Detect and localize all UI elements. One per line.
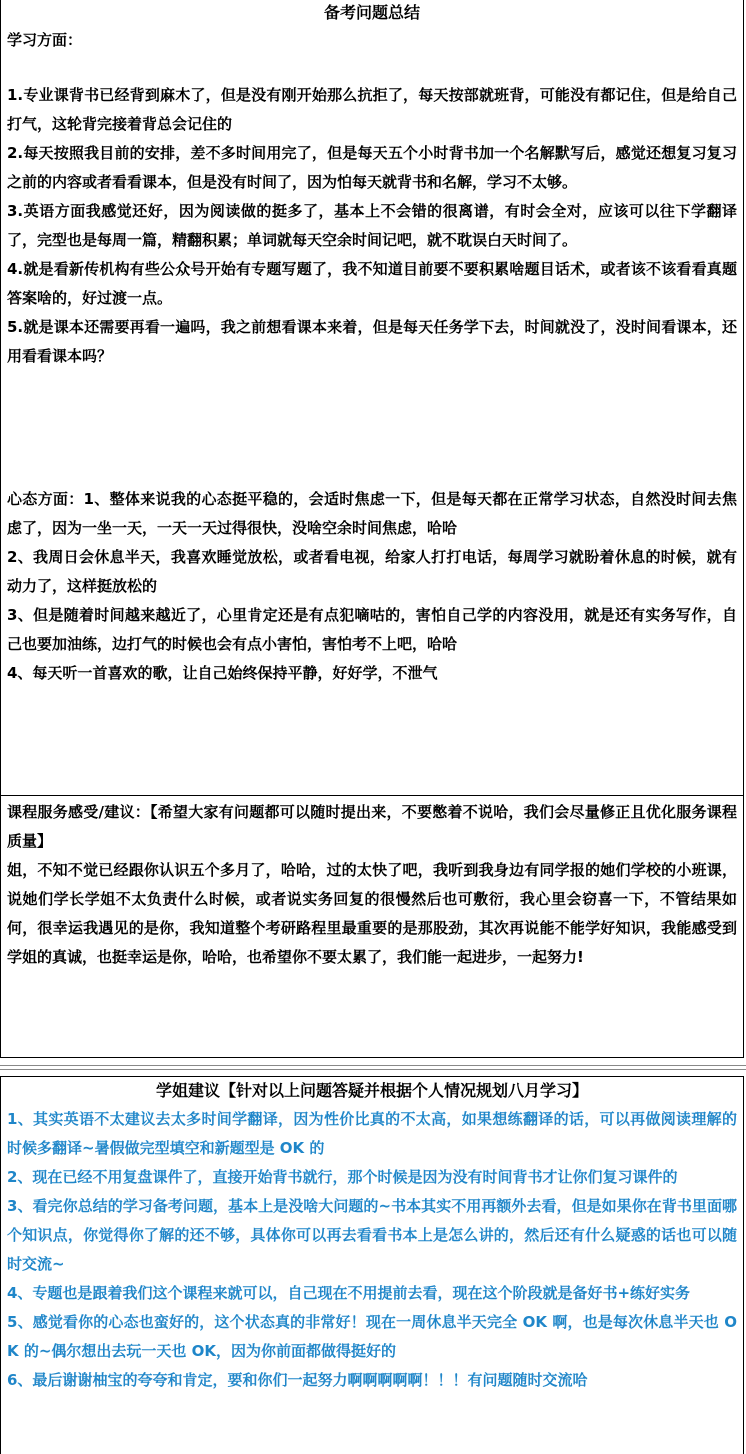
feedback-body: 姐，不知不觉已经跟你认识五个多月了，哈哈，过的太快了吧，我听到我身边有同学报的她们学校的小班课，说她们学长学姐不太负责什么时候，或者说实务回复的很慢然后也可敷衍，我心里会窃喜一下，不管结果如何，很幸运我遇见的是你，我知道整个考研路程里最重要的是那股劲，其次再说能不能学好知识，我能感受到学姐的真诚，也挺幸运是你，哈哈，也希望你不要太累了，我们能一起进步，一起努力!	[7, 861, 737, 966]
study-item: 4.就是看新传机构有些公众号开始有专题写题了，我不知道目前要不要积累啥题目话术，或者该不该看看真题答案啥的，好过渡一点。	[7, 260, 737, 307]
study-item: 2.每天按照我目前的安排，差不多时间用完了，但是每天五个小时背书加一个名解默写后，感觉还想复习复习之前的内容或者看看课本，但是没有时间了，因为怕每天就背书和名解，学习不太够。	[7, 144, 737, 191]
section-divider	[0, 1058, 746, 1076]
study-item: 3.英语方面我感觉还好，因为阅读做的挺多了，基本上不会错的很离谱，有时会全对，应该可以往下学翻译了，完型也是每周一篇，精翻积累；单词就每天空余时间记吧，就不耽误白天时间了。	[7, 202, 737, 249]
advice-item: 3、看完你总结的学习备考问题，基本上是没啥大问题的~书本其实不用再额外去看，但是如果你在背书里面哪个知识点，你觉得你了解的还不够，具体你可以再去看看书本上是怎么讲的，然后还有什么疑惑的话也可以随时交流~	[7, 1197, 737, 1273]
mindset-item: 2、我周日会休息半天，我喜欢睡觉放松，或者看电视，给家人打打电话，每周学习就盼着休息的时候，就有动力了，这样挺放松的	[7, 548, 737, 595]
senior-advice-section	[0, 1076, 744, 1454]
advice-item: 4、专题也是跟着我们这个课程来就可以，自己现在不用提前去看，现在这个阶段就是备好书+练好实务	[7, 1284, 691, 1302]
mindset-item: 4、每天听一首喜欢的歌，让自己始终保持平静，好好学，不泄气	[7, 664, 438, 682]
course-feedback-section	[0, 796, 744, 1058]
advice-item: 1、其实英语不太建议去太多时间学翻译，因为性价比真的不太高，如果想练翻译的话，可以再做阅读理解的时候多翻译~暑假做完型填空和新题型是 OK 的	[7, 1110, 737, 1157]
advice-heading: 学姐建议【针对以上问题答疑并根据个人情况规划八月学习】	[155, 1081, 588, 1100]
advice-item: 6、最后谢谢柚宝的夸夸和肯定，要和你们一起努力啊啊啊啊啊！！！有问题随时交流哈	[7, 1371, 588, 1389]
study-heading: 学习方面：	[7, 31, 83, 49]
document-title: 备考问题总结	[323, 3, 420, 22]
mindset-item: 心态方面：1、整体来说我的心态挺平稳的，会适时焦虑一下，但是每天都在正常学习状态，自然没时间去焦虑了，因为一坐一天，一天一天过得很快，没啥空余时间焦虑，哈哈	[7, 490, 737, 537]
study-item: 5.就是课本还需要再看一遍吗，我之前想看课本来着，但是每天任务学下去，时间就没了，没时间看课本，还用看看课本吗？	[7, 318, 737, 365]
mindset-item: 3、但是随着时间越来越近了，心里肯定还是有点犯嘀咕的，害怕自己学的内容没用，就是还有实务写作，自己也要加油练，边打气的时候也会有点小害怕，害怕考不上吧，哈哈	[7, 606, 737, 653]
feedback-heading: 课程服务感受/建议：【希望大家有问题都可以随时提出来，不要憋着不说哈，我们会尽量修正且优化服务课程质量】	[7, 803, 737, 850]
advice-item: 5、感觉看你的心态也蛮好的，这个状态真的非常好！现在一周休息半天完全 OK 啊，也是每次休息半天也 OK 的~偶尔想出去玩一天也 OK，因为你前面都做得挺好的	[7, 1313, 737, 1360]
advice-item: 2、现在已经不用复盘课件了，直接开始背书就行，那个时候是因为没有时间背书才让你们复习课件的	[7, 1168, 678, 1186]
study-item: 1.专业课背书已经背到麻木了，但是没有刚开始那么抗拒了，每天按部就班背，可能没有都记住，但是给自己打气，这轮背完接着背总会记住的	[7, 86, 737, 133]
